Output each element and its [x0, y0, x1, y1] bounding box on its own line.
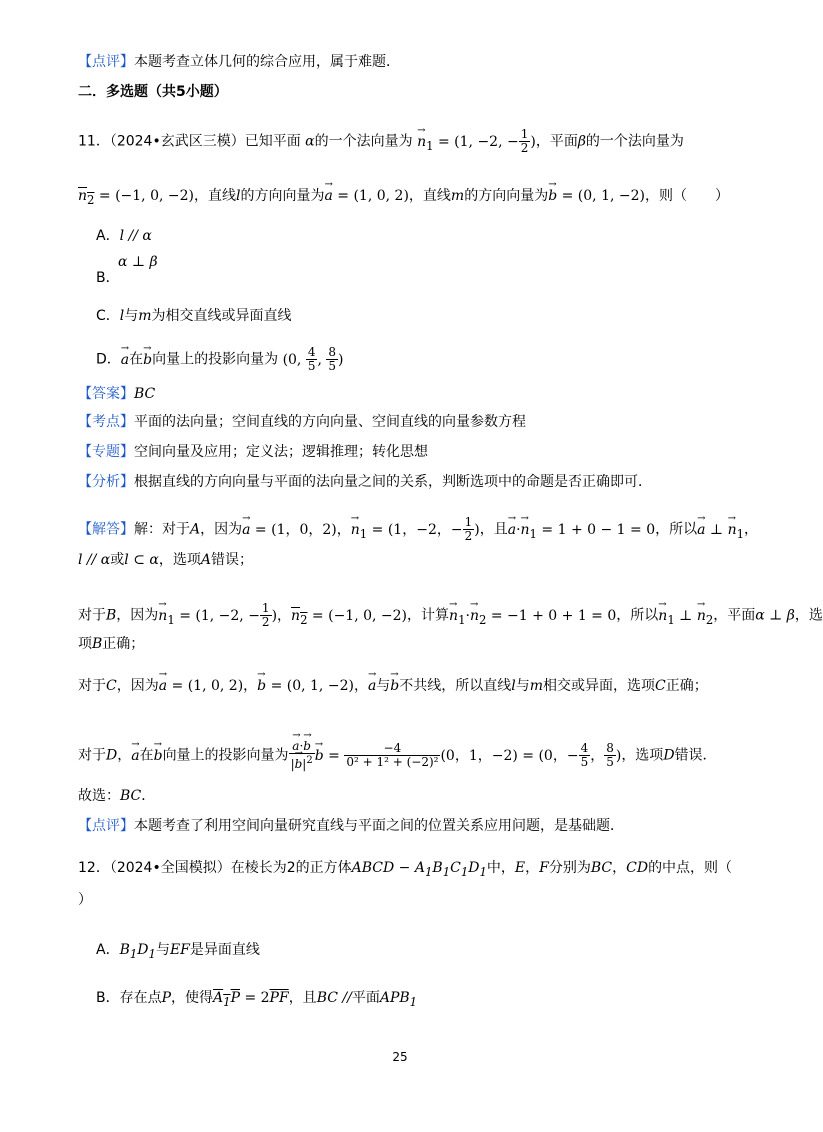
fenxi-tag: 【分析】: [78, 474, 134, 490]
q12-source: （2024•全国模拟）在棱长为2的正方体: [109, 860, 352, 876]
jieda-tag: 【解答】: [78, 521, 134, 538]
answer-line: [78, 384, 155, 404]
solution-text: 错误；: [210, 552, 253, 568]
option-text: 为相交直线或异面直线: [151, 308, 292, 324]
answer-value: BC: [134, 386, 156, 402]
answer-tag: 【答案】: [78, 386, 134, 402]
q12-text: 中，: [486, 860, 515, 876]
zhuanti-text: 空间向量及应用；定义法；逻辑推理；转化思想: [134, 444, 428, 460]
conclusion-text: 故选：: [78, 788, 120, 804]
review-line-prev: [78, 52, 400, 72]
q12-text: 的中点，则（: [648, 860, 733, 876]
dianping-tag: 【点评】: [78, 54, 134, 70]
section-heading: 二．多选题（共5小题）: [78, 84, 228, 100]
solution-text: ，选项: [621, 747, 664, 764]
dianping-tag: 【点评】: [78, 818, 134, 834]
option-text: 与: [155, 942, 170, 958]
solution-line6: 对于D，→ a在→ b向量上的投影向量为 → $\frac{a\cdot\to b}{|\to b|^2}$ → b = $\frac{-4}{\text{0² + 1² + (−2)²}}$ (0，1，−2) = (0，− $\frac{4}{5}$ ， $\frac{8}{5}$ )，选项D错误．: [78, 740, 717, 771]
q11-text: 的一个法向量为: [314, 133, 413, 150]
option-text: ，且: [288, 990, 317, 1006]
q12-text: 分别为: [548, 860, 591, 876]
q12-stem-line2: ）: [78, 892, 92, 908]
q11-number: 11．: [78, 133, 110, 150]
kaodian-text: 平面的法向量；空间直线的方向向量、空间直线的向量参数方程: [134, 414, 526, 430]
q11-text: ，直线: [408, 188, 451, 204]
review-text: 本题考查了利用空间向量研究直线与平面之间的位置关系应用问题，是基础题．: [134, 818, 624, 834]
solution-text: 对于: [78, 747, 106, 764]
solution-text: 解：对于: [134, 521, 190, 538]
option-label: B．存在点: [96, 990, 162, 1006]
solution-text: ，计算: [407, 607, 450, 624]
solution-text: ，选项: [158, 552, 201, 568]
kaodian-tag: 【考点】: [78, 414, 134, 430]
q12-text: ，: [612, 860, 627, 876]
q11-text: ，平面: [535, 133, 578, 150]
solution-text: 相交或异面，选项: [543, 678, 656, 694]
q11-source: （2024•玄武区三模）已知平面: [109, 133, 301, 150]
zhuanti-tag: 【专题】: [78, 444, 134, 460]
page-number: 25: [392, 1050, 408, 1064]
q12-option-b: B．存在点P，使得$A_1P = 2\overline{PF}$，且BC //平面$APB_1$: [96, 990, 418, 1009]
review-text: 本题考查立体几何的综合应用，属于难题．: [134, 54, 400, 70]
option-text: 与: [124, 308, 139, 324]
q12-number: 12．: [78, 860, 110, 876]
solution-line4: 项B正确；: [78, 636, 145, 652]
solution-text: 正确；: [665, 678, 708, 694]
q12-stem-line1: 12．（2024•全国模拟）在棱长为2的正方体ABCD − $A_1B_1C_1D_1$中，E，F分别为BC，CD的中点，则（: [78, 860, 733, 879]
option-label: A．: [96, 942, 120, 958]
q11-text: 的一个法向量为: [585, 133, 684, 150]
q11-stem-line2: $n_2 = (-1$, 0, −2)，直线l的方向向量为→ a = (1, 0, 2)，直线m的方向向量为→ b = (0, 1, −2)，则（ ）: [78, 186, 729, 210]
solution-text: 在: [139, 747, 154, 764]
solution-text: 正确；: [102, 636, 145, 652]
option-label: A．: [96, 228, 120, 244]
q11-text: ，直线: [194, 188, 236, 204]
option-text: 是异面直线: [189, 942, 260, 958]
option-label: D．: [96, 351, 121, 368]
solution-text: 项: [78, 636, 92, 652]
solution-text: 与: [376, 678, 391, 694]
q11-text: 的方向向量为: [240, 188, 325, 204]
q12-option-a: A．$B_1D_1$与EF是异面直线: [96, 942, 260, 961]
q11-stem-line1: 11．（2024•玄武区三模）已知平面 α的一个法向量为 → $n_1 = (1$, −2, − $\frac{1}{2}$ )，平面β的一个法向量为: [78, 128, 684, 155]
q11-review-line: [78, 816, 624, 836]
solution-text: 或: [110, 552, 125, 568]
solution-text: 对于: [78, 678, 106, 694]
solution-text: 错误．: [674, 747, 717, 764]
solution-text: 不共线，所以直线: [399, 678, 512, 694]
solution-text: ，平面: [713, 607, 756, 624]
solution-text: ，所以: [616, 607, 659, 624]
option-label: C．: [96, 308, 120, 324]
solution-text: ，因为: [200, 521, 243, 538]
solution-line2: l // α或l ⊂ α，选项A错误；: [78, 552, 253, 568]
solution-line5: 对于C，因为→ a = (1, 0, 2)，→ b = (0, 1, −2)，→ a与→ b不共线，所以直线l与m相交或异面，选项C正确；: [78, 676, 708, 696]
conclusion-line: 故选：BC．: [78, 788, 156, 804]
option-text: 在: [129, 351, 144, 368]
q11-option-b: α ⊥ β: [118, 254, 158, 270]
solution-text: 对于: [78, 607, 106, 624]
solution-text: ，所以: [655, 521, 698, 538]
solution-text: ，因为: [116, 678, 159, 694]
fenxi-line: [78, 472, 652, 492]
q11-option-c: C．l与m为相交直线或异面直线: [96, 308, 292, 324]
option-text: 向量上的投影向量为: [152, 351, 279, 368]
q11-text: 的方向向量为: [464, 188, 549, 204]
q11-text: ，则（ ）: [644, 188, 729, 204]
solution-text: 与: [515, 678, 530, 694]
conclusion-answer: BC: [120, 788, 142, 804]
q11-option-d: D．→ a在→ b向量上的投影向量为 (0, $\frac{4}{5}$ , $\frac{8}{5}$ ): [96, 346, 344, 373]
q12-text: ，: [525, 860, 540, 876]
solution-line1: 【解答】解：对于A，因为→ a = (1，0，2)，→ $n_1 = (1$，−2，− $\frac{1}{2}$ )，且→ $a\cdot\to n_1 = 1 + 0 - 1 = 0$，所以→ a ⊥ → $n_1$，: [78, 516, 758, 543]
option-text: ，使得: [171, 990, 214, 1006]
q11-option-b-label: B．: [96, 270, 120, 286]
solution-line3: 对于B，因为→ $n_1 = (1$, −2, − $\frac{1}{2}$ )，$n_2 = (-1$, 0, −2)，计算→ $n_1\cdot\to n_2 = -1 + 0 + 1 = 0$，所以→ $n_1$ ⊥ → $n_2$，平面α ⊥ β，选: [78, 602, 823, 629]
zhuanti-line: [78, 442, 428, 462]
solution-text: 向量上的投影向量为: [162, 747, 289, 764]
solution-text: ，且: [479, 521, 508, 538]
q11-option-a: A．l // α: [96, 228, 152, 244]
solution-text: ，选: [794, 607, 823, 624]
solution-text: ，因为: [116, 607, 159, 624]
kaodian-line: [78, 412, 526, 432]
fenxi-text: 根据直线的方向向量与平面的法向量之间的关系，判断选项中的命题是否正确即可．: [134, 474, 652, 490]
option-text: 平面: [351, 990, 380, 1006]
